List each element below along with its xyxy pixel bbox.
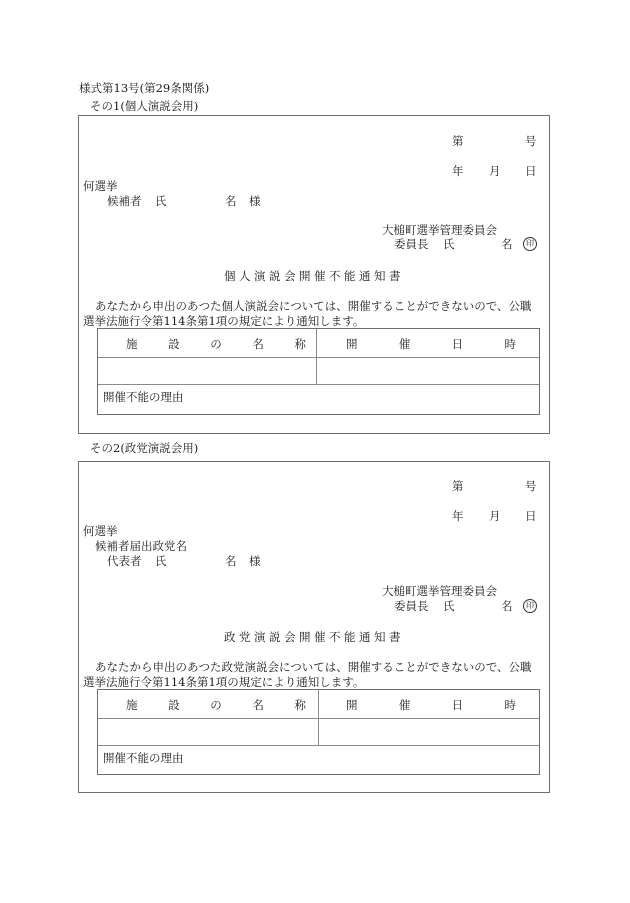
- section2-issuer-org: 大槌町選挙管理委員会: [382, 584, 497, 598]
- section2-issuer-title: 委員長: [394, 599, 429, 613]
- section1-date-month: 月: [489, 164, 501, 178]
- reason-label: 開催不能の理由: [103, 390, 184, 404]
- table-header-row: [98, 329, 539, 358]
- section2-subtitle: その2(政党演説会用): [90, 441, 199, 455]
- section2-issuer-name-prefix: 氏: [443, 599, 455, 613]
- section1-date-day: 日: [525, 164, 537, 178]
- header-facility-name: 施 設 の 名 称: [126, 337, 306, 351]
- section1-issuer-title: 委員長: [394, 237, 429, 251]
- column-divider: [316, 329, 317, 385]
- seal-icon: 印: [523, 237, 537, 251]
- section2-date-day: 日: [525, 509, 537, 523]
- section1-form-box: [78, 115, 550, 434]
- section2-date-year: 年: [452, 509, 464, 523]
- section1-number-suffix: 号: [525, 134, 537, 148]
- section1-body-line2: 選挙法施行令第114条第1項の規定により通知します。: [83, 314, 365, 328]
- section1-honorific: 様: [249, 194, 261, 208]
- section1-table: [97, 328, 540, 415]
- section1-issuer-name-prefix: 氏: [443, 237, 455, 251]
- section1-issuer-org: 大槌町選挙管理委員会: [382, 223, 497, 237]
- section2-honorific: 様: [249, 554, 261, 568]
- section2-name-suffix: 名: [225, 554, 237, 568]
- section2-candidate-role: 代表者: [107, 554, 142, 568]
- section2-name-prefix: 氏: [155, 554, 167, 568]
- section1-candidate-role: 候補者: [107, 194, 142, 208]
- section2-number-suffix: 号: [525, 479, 537, 493]
- section1-subtitle: その1(個人演説会用): [90, 99, 199, 113]
- section1-issuer-name-suffix: 名: [501, 237, 513, 251]
- table-row: [98, 357, 539, 385]
- section2-number-label: 第: [452, 479, 464, 493]
- section2-body-line2: 選挙法施行令第114条第1項の規定により通知します。: [83, 675, 365, 689]
- section2-election: 何選挙: [83, 524, 118, 538]
- section2-title: 政党演説会開催不能通知書: [224, 630, 404, 644]
- section1-name-prefix: 氏: [155, 194, 167, 208]
- section2-date-month: 月: [489, 509, 501, 523]
- header-datetime: 開 催 日 時: [346, 337, 516, 351]
- section2-body-line1: あなたから申出のあつた政党演説会については、開催することができないので、公職: [95, 660, 532, 674]
- section2-party-line: 候補者届出政党名: [95, 539, 187, 553]
- form-number: 様式第13号(第29条関係): [79, 81, 210, 95]
- section2-issuer-name-suffix: 名: [501, 599, 513, 613]
- section1-date-year: 年: [452, 164, 464, 178]
- header-facility-name: 施 設 の 名 称: [126, 698, 306, 712]
- section1-name-suffix: 名: [225, 194, 237, 208]
- seal-icon: 印: [523, 599, 537, 613]
- section1-number-label: 第: [452, 134, 464, 148]
- section1-title: 個人演説会開催不能通知書: [224, 269, 404, 283]
- section1-election: 何選挙: [83, 179, 118, 193]
- column-divider: [318, 690, 319, 746]
- reason-label: 開催不能の理由: [103, 751, 184, 765]
- section1-body-line1: あなたから申出のあつた個人演説会については、開催することができないので、公職: [95, 299, 532, 313]
- section2-form-box: [78, 461, 550, 793]
- section2-table: [97, 689, 540, 775]
- header-datetime: 開 催 日 時: [346, 698, 516, 712]
